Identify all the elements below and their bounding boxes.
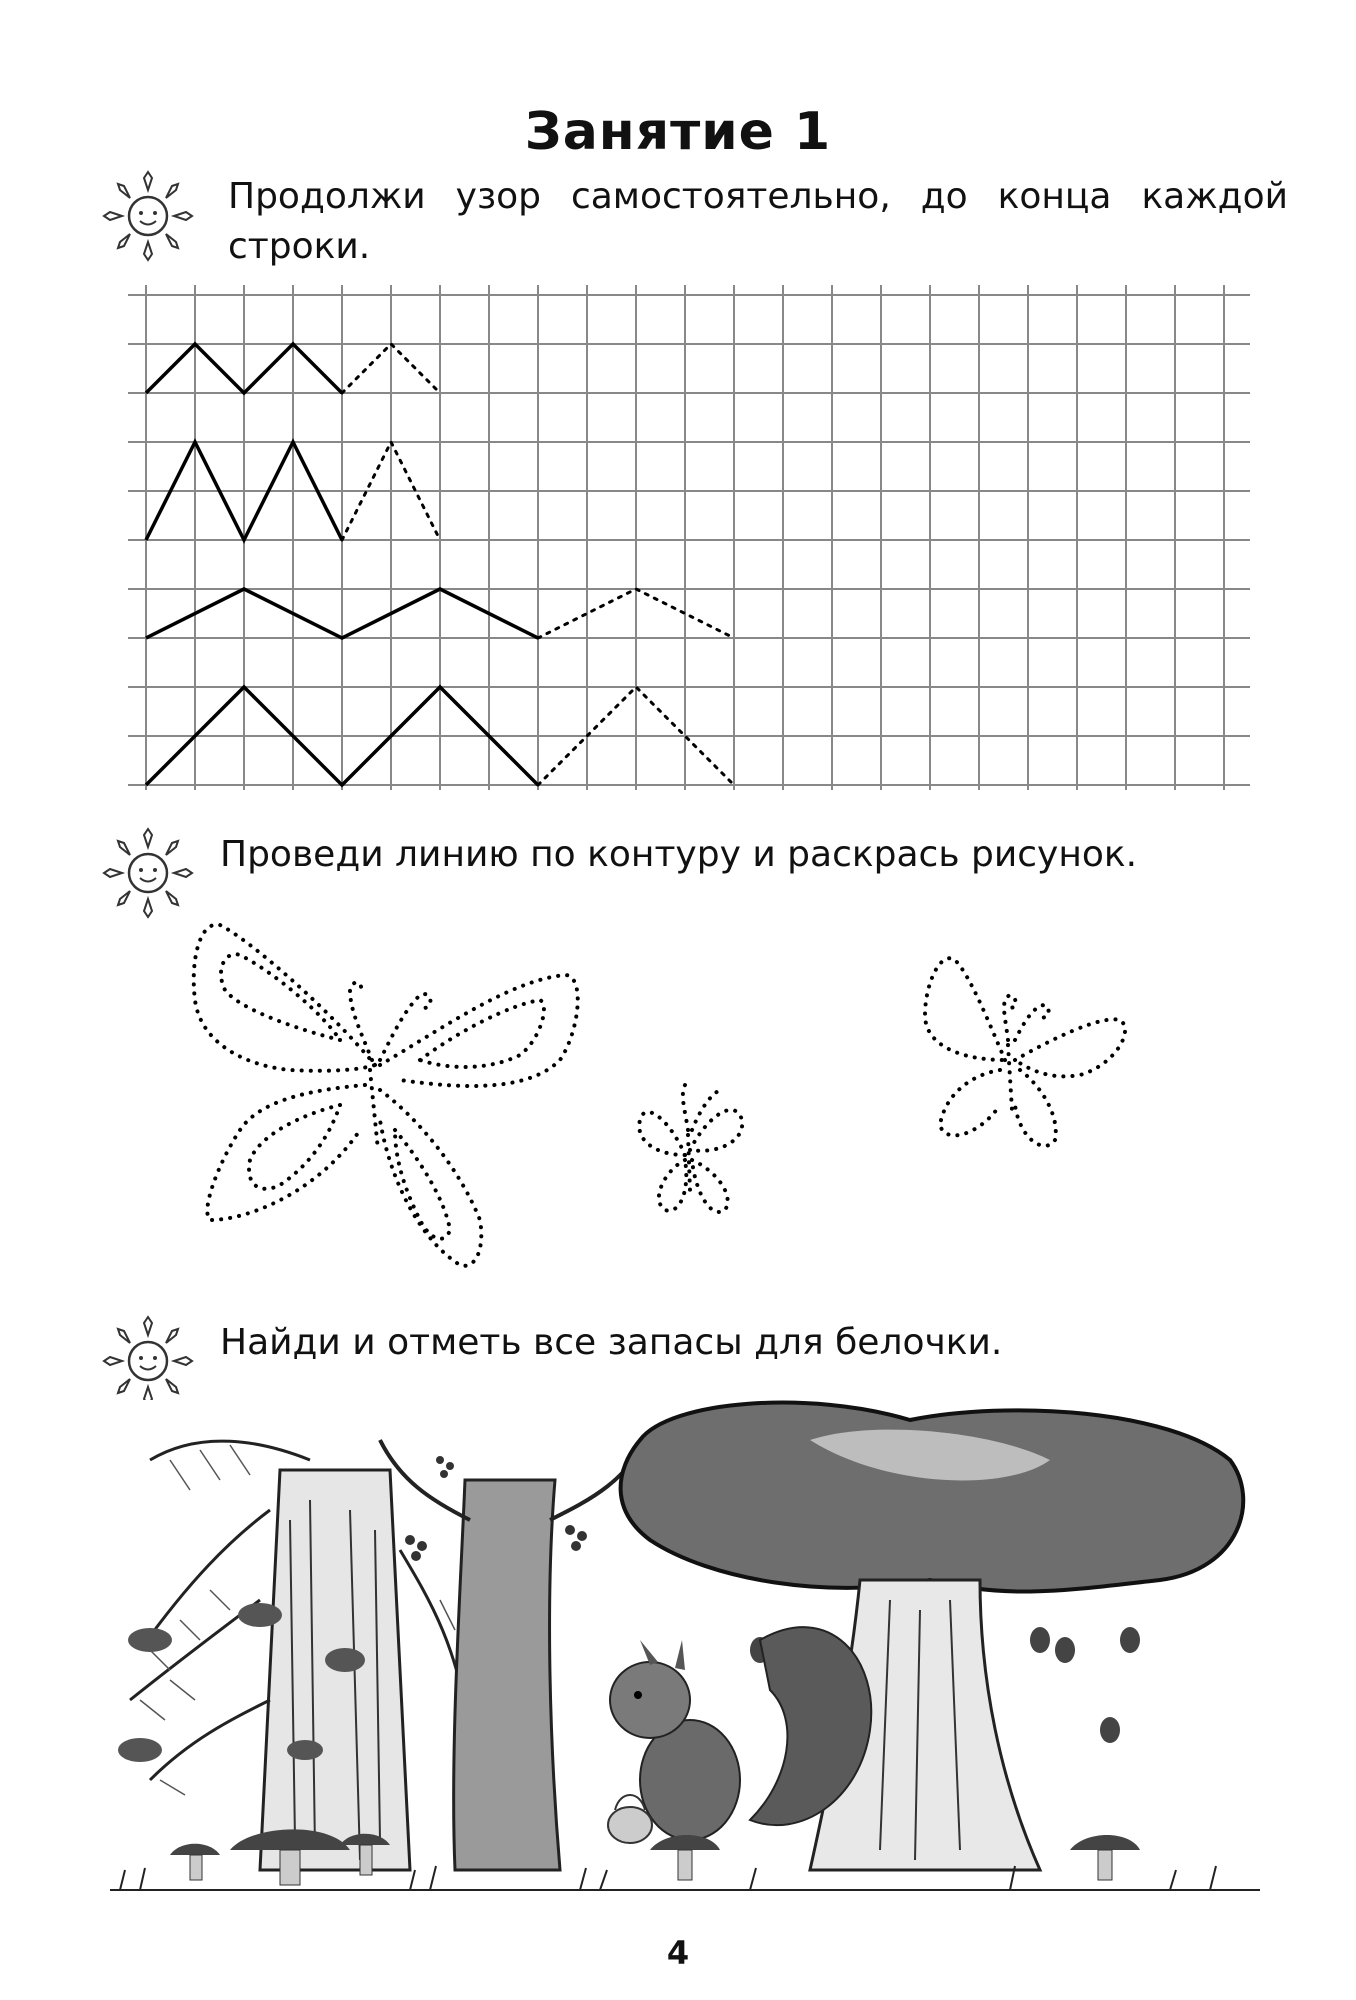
sun-icon xyxy=(100,168,196,264)
task-1-instruction: Продолжи узор самостоятельно, до конца каждой строки. xyxy=(228,176,1288,267)
sun-icon xyxy=(100,1313,196,1409)
page-number: 4 xyxy=(666,1934,690,1972)
pine-cone xyxy=(287,1740,323,1760)
acorn xyxy=(1120,1627,1140,1653)
butterflies-area xyxy=(180,920,1200,1280)
medium-butterfly xyxy=(925,958,1125,1146)
pine-cone xyxy=(118,1738,162,1762)
acorn xyxy=(1055,1637,1075,1663)
acorn xyxy=(1030,1627,1050,1653)
sun-icon xyxy=(100,825,196,921)
forest-squirrel-illustration xyxy=(110,1400,1260,1910)
pine-cone xyxy=(238,1603,282,1627)
task-2-sun-icon xyxy=(100,825,196,921)
large-butterfly xyxy=(194,925,578,1266)
page-title: Занятие 1 xyxy=(524,102,832,162)
pine-cone xyxy=(128,1628,172,1652)
acorn xyxy=(1100,1717,1120,1743)
pine-cone xyxy=(325,1648,365,1672)
task-1-sun-icon xyxy=(100,168,196,264)
task-3-sun-icon xyxy=(100,1313,196,1409)
small-butterfly xyxy=(639,1085,742,1212)
task-3-instruction: Найди и отметь все запасы для белочки. xyxy=(220,1322,1003,1363)
pattern-grid xyxy=(128,285,1250,790)
task-2-instruction: Проведи линию по контуру и раскрась рисунок. xyxy=(220,834,1138,875)
